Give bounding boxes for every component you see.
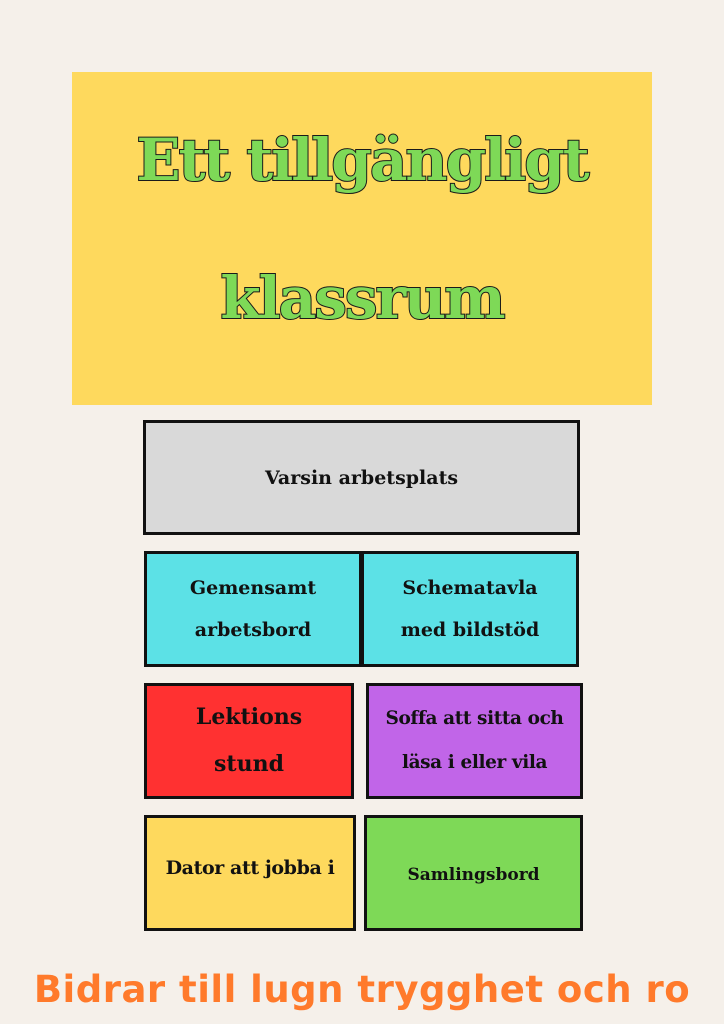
footer-slogan: Bidrar till lugn trygghet och ro [33, 968, 691, 1011]
zone-reading-sofa [366, 683, 583, 799]
zone-label-line-2: läsa i eller vila [401, 752, 548, 773]
title-line-2: klassrum [220, 264, 504, 332]
zone-label-line-2: stund [214, 751, 284, 777]
zone-lesson-time [144, 683, 354, 799]
zone-label-line-1: Lektions [195, 704, 303, 730]
zone-label-line-1: Soffa att sitta och [385, 708, 564, 729]
zone-label-line-2: arbetsbord [194, 619, 312, 641]
zone-label-line-1: Gemensamt [189, 577, 317, 599]
zone-common-worktable [144, 551, 362, 667]
title-panel [72, 72, 652, 405]
zone-label: Samlingsbord [407, 865, 540, 885]
zone-gathering-table [364, 815, 583, 931]
zone-label: Varsin arbetsplats [264, 466, 459, 489]
zone-label-line-2: med bildstöd [400, 619, 540, 641]
zone-label: Dator att jobba i [165, 857, 335, 879]
zone-individual-workspace [143, 420, 580, 535]
zone-schedule-board [361, 551, 579, 667]
title-line-1: Ett tillgängligt [136, 126, 588, 194]
zone-label-line-1: Schematavla [402, 577, 538, 599]
zone-computer [144, 815, 356, 931]
